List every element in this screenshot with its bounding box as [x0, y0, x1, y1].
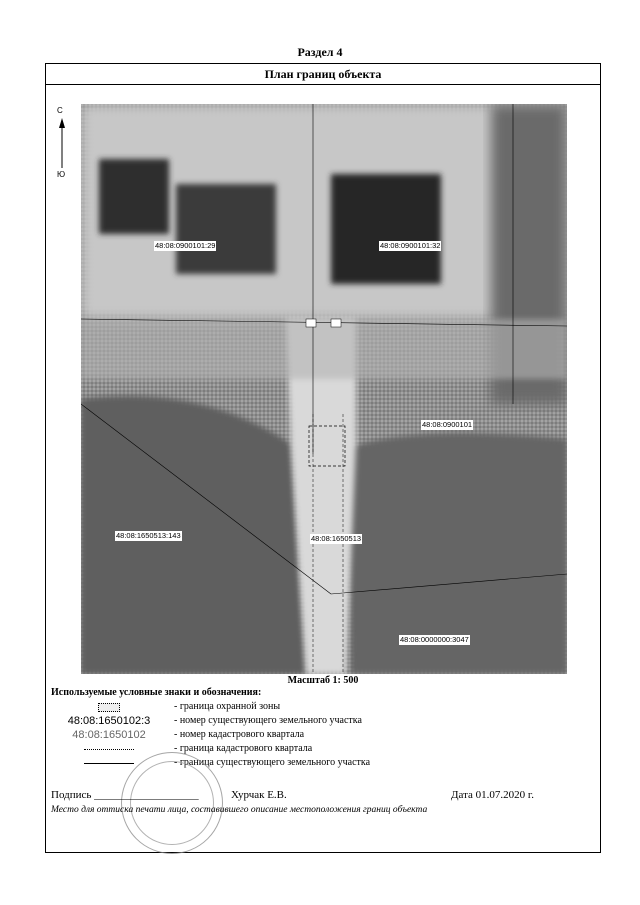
guard-zone-symbol-icon [54, 701, 164, 713]
signature-label: Подпись ___________________ [51, 789, 199, 801]
plan-header: План границ объекта [46, 64, 600, 85]
cadastral-map [81, 104, 567, 674]
document-frame [45, 63, 601, 853]
legend-desc: - номер кадастрового квартала [174, 729, 305, 740]
map-label-parcel: 48:08:0900101:32 [380, 241, 441, 250]
legend-item [46, 743, 586, 756]
legend-desc: - номер существующего земельного участка [174, 715, 362, 726]
seal-stamp-icon [121, 752, 223, 854]
map-scale: Масштаб 1: 500 [287, 675, 359, 686]
map-label-quarter: 48:08:1650513 [311, 534, 362, 543]
legend-item [46, 729, 586, 742]
signer-name: Хурчак Е.В. [231, 789, 287, 801]
legend-desc: - граница охранной зоны [174, 701, 281, 712]
map-label-parcel: 48:08:1650513:143 [116, 531, 181, 540]
legend-desc: - граница кадастрового квартала [174, 743, 313, 754]
signature-date: Дата 01.07.2020 г. [451, 789, 534, 801]
legend-title: Используемые условные знаки и обозначения: [51, 687, 262, 698]
stamp-place-note: Место для оттиска печати лица, составившего описание местоположения границ объекта [51, 805, 428, 815]
map-label-quarter: 48:08:0900101 [422, 420, 473, 429]
legend-item [46, 715, 586, 728]
legend-desc: - граница существующего земельного участка [174, 757, 371, 768]
legend-item [46, 757, 586, 770]
quarter-number-symbol: 48:08:1650102 [72, 729, 146, 741]
parcel-number-symbol: 48:08:1650102:3 [67, 715, 151, 727]
north-arrow-icon [54, 106, 74, 196]
compass-south-label: Ю [57, 170, 66, 179]
quarter-boundary-symbol-icon [54, 743, 164, 755]
compass-north-label: С [57, 106, 63, 115]
legend-item [46, 701, 586, 714]
map-label-parcel: 48:08:0000000:3047 [400, 635, 469, 644]
section-title: Раздел 4 [297, 45, 343, 59]
map-label-parcel: 48:08:0900101:29 [155, 241, 216, 250]
